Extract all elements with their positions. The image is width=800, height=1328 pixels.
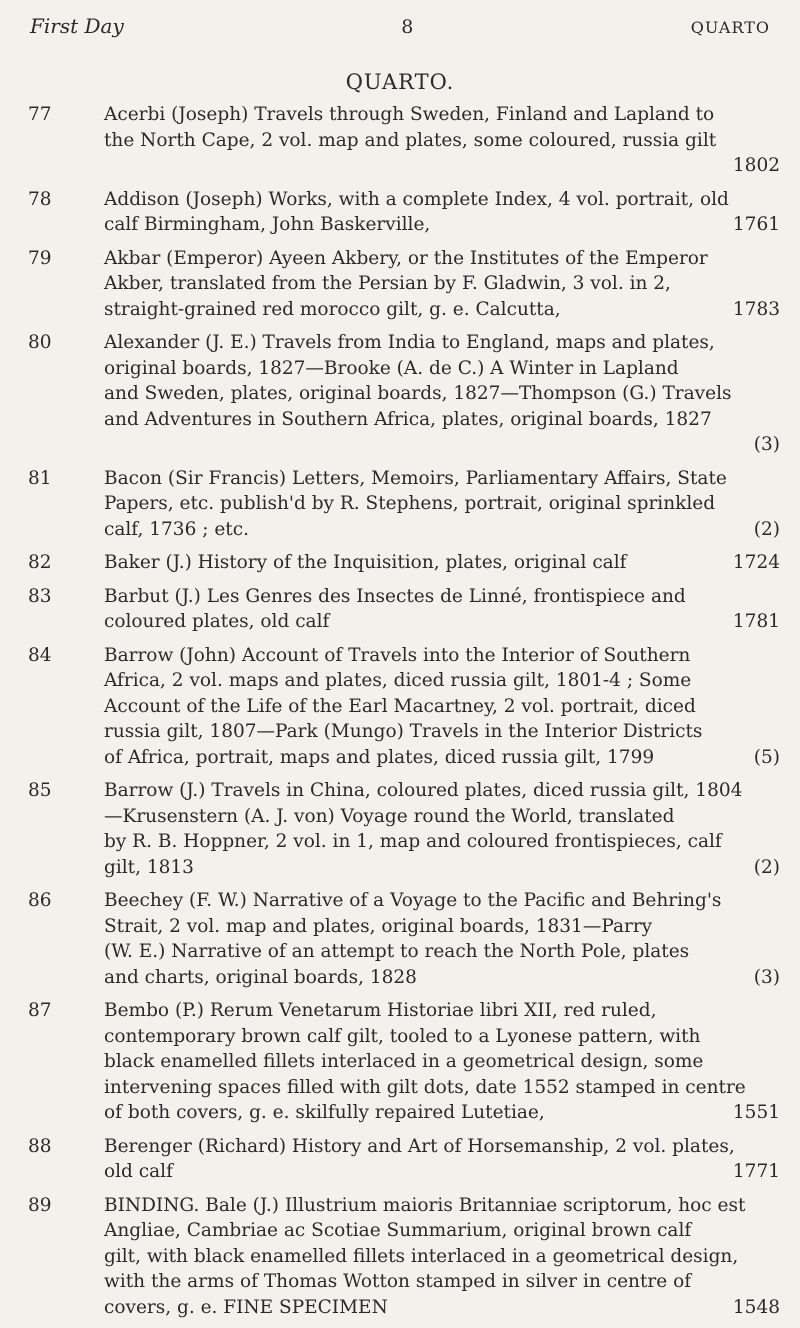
- lot-number: 85: [28, 780, 52, 801]
- lot-date: 1783: [732, 298, 780, 320]
- lot-date: 1771: [732, 1161, 780, 1182]
- lot-number: 86: [28, 890, 52, 911]
- lot-final-text: Baker (J.) History of the Inquisition, plates, original calf: [104, 552, 627, 573]
- lot-final-text: calf, 1736 ; etc.: [104, 518, 249, 540]
- lot-date: (5): [753, 746, 780, 768]
- lot-line: Berenger (Richard) History and Art of Horsemanship, 2 vol. plates,: [104, 1135, 735, 1157]
- lot-description: [104, 643, 780, 771]
- lot-number: 88: [28, 1135, 52, 1157]
- lot-final-line: [104, 609, 780, 635]
- lot-line: with the arms of Thomas Wotton stamped in silver in centre of: [104, 1271, 692, 1292]
- lot-number: 80: [28, 332, 52, 353]
- lot-line: Acerbi (Joseph) Travels through Sweden, Finland and Lapland to: [104, 104, 715, 125]
- lot-date: (2): [753, 518, 780, 540]
- lot-line: Papers, etc. publish'd by R. Stephens, portrait, original sprinkled: [104, 493, 716, 514]
- lot-final-line: [104, 517, 780, 543]
- lot-entry: [28, 778, 780, 880]
- lot-number: 82: [28, 552, 52, 573]
- lot-date: 1724: [732, 552, 780, 573]
- lot-entry: [28, 187, 780, 238]
- lot-line: and Adventures in Southern Africa, plates, original boards, 1827: [104, 408, 712, 430]
- header-format: QUARTO: [690, 18, 770, 37]
- lot-line: Barrow (J.) Travels in China, coloured plates, diced russia gilt, 1804: [104, 780, 743, 801]
- lot-number: 78: [28, 188, 52, 210]
- lot-number: 83: [28, 585, 52, 607]
- lot-line: Africa, 2 vol. maps and plates, diced russia gilt, 1801-4 ; Some: [104, 670, 692, 691]
- lot-list: [28, 102, 780, 1328]
- lot-description: [104, 550, 780, 576]
- lot-line: BINDING. Bale (J.) Illustrium maioris Britanniae scriptorum, hoc est: [104, 1194, 746, 1216]
- lot-description: [104, 1193, 780, 1321]
- lot-date: (3): [753, 434, 780, 455]
- lot-final-line: [104, 550, 780, 576]
- lot-final-line: [104, 855, 780, 881]
- running-head: [30, 14, 770, 38]
- lot-date: 1781: [732, 611, 780, 632]
- lot-final-text: gilt, 1813: [104, 856, 194, 878]
- lot-description: [104, 1134, 780, 1185]
- page-number: 8: [401, 16, 414, 38]
- lot-line: Bembo (P.) Rerum Venetarum Historiae libri XII, red ruled,: [104, 1000, 657, 1021]
- lot-final-line: [104, 153, 780, 179]
- lot-final-line: [104, 1295, 780, 1321]
- lot-line: (W. E.) Narrative of an attempt to reach the North Pole, plates: [104, 941, 690, 962]
- lot-entry: [28, 466, 780, 543]
- lot-description: [104, 998, 780, 1126]
- lot-description: [104, 466, 780, 543]
- lot-entry: [28, 584, 780, 635]
- lot-line: Alexander (J. E.) Travels from India to England, maps and plates,: [104, 332, 715, 353]
- lot-line: Akbar (Emperor) Ayeen Akbery, or the Institutes of the Emperor: [104, 247, 708, 269]
- lot-entry: [28, 888, 780, 990]
- lot-final-text: and charts, original boards, 1828: [104, 966, 417, 988]
- lot-final-text: coloured plates, old calf: [104, 611, 330, 632]
- lot-final-line: [104, 745, 780, 771]
- lot-entry: [28, 1134, 780, 1185]
- lot-line: intervening spaces filled with gilt dots, date 1552 stamped in centre: [104, 1076, 746, 1098]
- lot-final-line: [104, 965, 780, 991]
- lot-number: 81: [28, 467, 52, 489]
- lot-entry: [28, 246, 780, 323]
- lot-line: contemporary brown calf gilt, tooled to a Lyonese pattern, with: [104, 1025, 701, 1047]
- lot-entry: [28, 998, 780, 1126]
- lot-description: [104, 246, 780, 323]
- lot-line: Bacon (Sir Francis) Letters, Memoirs, Parliamentary Affairs, State: [104, 467, 727, 489]
- lot-description: [104, 330, 780, 458]
- lot-description: [104, 778, 780, 880]
- lot-description: [104, 102, 780, 179]
- lot-line: by R. B. Hoppner, 2 vol. in 1, map and coloured frontispieces, calf: [104, 831, 722, 852]
- lot-line: —Krusenstern (A. J. von) Voyage round the World, translated: [104, 805, 675, 827]
- lot-line: Akber, translated from the Persian by F. Gladwin, 3 vol. in 2,: [104, 273, 671, 294]
- lot-number: 89: [28, 1194, 52, 1216]
- lot-entry: [28, 550, 780, 576]
- lot-date: 1551: [732, 1102, 780, 1123]
- lot-entry: [28, 330, 780, 458]
- lot-final-line: [104, 1100, 780, 1126]
- lot-final-text: calf Birmingham, John Baskerville,: [104, 214, 431, 235]
- lot-number: 79: [28, 247, 52, 269]
- lot-line: original boards, 1827—Brooke (A. de C.) A Winter in Lapland: [104, 357, 679, 379]
- lot-date: 1761: [732, 214, 780, 235]
- lot-final-line: [104, 432, 780, 458]
- lot-final-line: [104, 212, 780, 238]
- lot-final-text: of both covers, g. e. skilfully repaired Lutetiae,: [104, 1102, 545, 1123]
- lot-date: 1548: [732, 1296, 780, 1318]
- section-title: QUARTO.: [345, 70, 455, 94]
- lot-line: Strait, 2 vol. map and plates, original boards, 1831—Parry: [104, 915, 653, 937]
- lot-description: [104, 584, 780, 635]
- lot-description: [104, 187, 780, 238]
- lot-line: Addison (Joseph) Works, with a complete Index, 4 vol. portrait, old: [104, 188, 729, 210]
- lot-final-text: of Africa, portrait, maps and plates, diced russia gilt, 1799: [104, 746, 655, 768]
- lot-final-text: covers, g. e. FINE SPECIMEN: [104, 1296, 388, 1318]
- lot-number: 77: [28, 104, 52, 125]
- lot-final-line: [104, 297, 780, 323]
- lot-date: (2): [753, 856, 780, 878]
- lot-line: and Sweden, plates, original boards, 1827—Thompson (G.) Travels: [104, 383, 732, 404]
- lot-date: (3): [753, 966, 780, 988]
- lot-final-line: [104, 1159, 780, 1185]
- lot-date: 1802: [732, 155, 780, 176]
- lot-line: russia gilt, 1807—Park (Mungo) Travels in the Interior Districts: [104, 721, 703, 742]
- lot-number: 84: [28, 644, 52, 666]
- lot-entry: [28, 643, 780, 771]
- lot-line: Barrow (John) Account of Travels into the Interior of Southern: [104, 644, 691, 666]
- lot-final-text: old calf: [104, 1161, 173, 1182]
- lot-entry: [28, 1193, 780, 1321]
- lot-number: 87: [28, 1000, 52, 1021]
- header-day: First Day: [30, 14, 124, 38]
- lot-line: black enamelled fillets interlaced in a geometrical design, some: [104, 1051, 704, 1072]
- lot-line: Barbut (J.) Les Genres des Insectes de Linné, frontispiece and: [104, 585, 686, 607]
- lot-line: gilt, with black enamelled fillets interlaced in a geometrical design,: [104, 1245, 739, 1267]
- lot-line: Account of the Life of the Earl Macartney, 2 vol. portrait, diced: [104, 695, 696, 717]
- lot-line: Beechey (F. W.) Narrative of a Voyage to the Pacific and Behring's: [104, 890, 722, 911]
- lot-line: Angliae, Cambriae ac Scotiae Summarium, original brown calf: [104, 1220, 692, 1241]
- lot-description: [104, 888, 780, 990]
- lot-line: the North Cape, 2 vol. map and plates, some coloured, russia gilt: [104, 129, 717, 151]
- lot-final-text: straight-grained red morocco gilt, g. e. Calcutta,: [104, 298, 561, 320]
- lot-entry: [28, 102, 780, 179]
